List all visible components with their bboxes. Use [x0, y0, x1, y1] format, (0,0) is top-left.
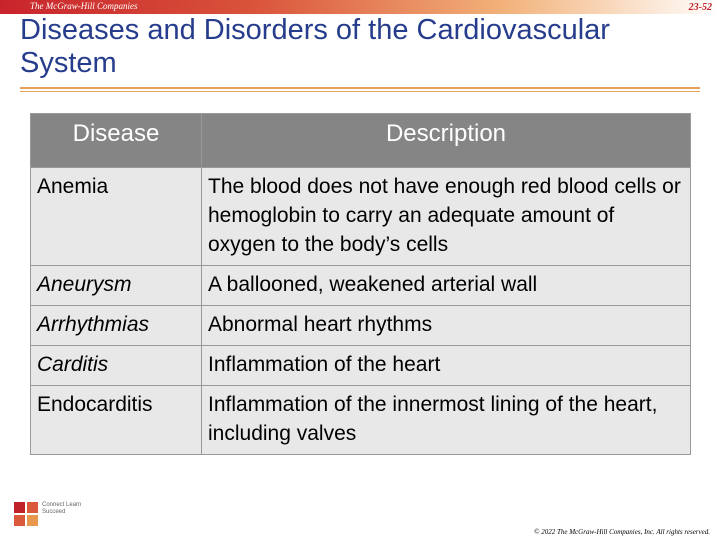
title-underline-thin	[20, 91, 700, 92]
slide-number: 23-52	[688, 2, 712, 13]
disease-name: Aneurysm	[31, 266, 202, 306]
publisher-name: The McGraw-Hill Companies	[30, 1, 138, 11]
table-header-row	[31, 114, 691, 168]
table-row	[31, 306, 691, 346]
disease-name: Carditis	[31, 346, 202, 386]
table-row	[31, 346, 691, 386]
logo-mark	[27, 502, 38, 513]
column-header-disease: Disease	[31, 114, 202, 168]
logo-mark	[14, 502, 25, 513]
disease-description: A ballooned, weakened arterial wall	[202, 266, 691, 306]
table-row	[31, 266, 691, 306]
publisher-logo	[14, 502, 82, 532]
logo-tagline: Connect Learn Succeed	[42, 502, 82, 515]
disease-description: Inflammation of the innermost lining of the heart, including valves	[202, 386, 691, 455]
disease-name: Arrhythmias	[31, 306, 202, 346]
copyright-notice: © 2022 The McGraw-Hill Companies, Inc. All rights reserved.	[534, 528, 710, 536]
disease-name: Anemia	[31, 168, 202, 266]
disease-description: Inflammation of the heart	[202, 346, 691, 386]
column-header-description: Description	[202, 114, 691, 168]
table-row	[31, 168, 691, 266]
title-underline	[20, 87, 700, 89]
disease-description: The blood does not have enough red blood cells or hemoglobin to carry an adequate amount of oxygen to the body’s cells	[202, 168, 691, 266]
logo-mark	[27, 515, 38, 526]
slide-title: Diseases and Disorders of the Cardiovascular System	[20, 14, 610, 79]
table-row	[31, 386, 691, 455]
logo-mark	[14, 515, 25, 526]
disease-name: Endocarditis	[31, 386, 202, 455]
disease-table	[30, 113, 691, 455]
header-bar	[0, 0, 720, 14]
disease-description: Abnormal heart rhythms	[202, 306, 691, 346]
